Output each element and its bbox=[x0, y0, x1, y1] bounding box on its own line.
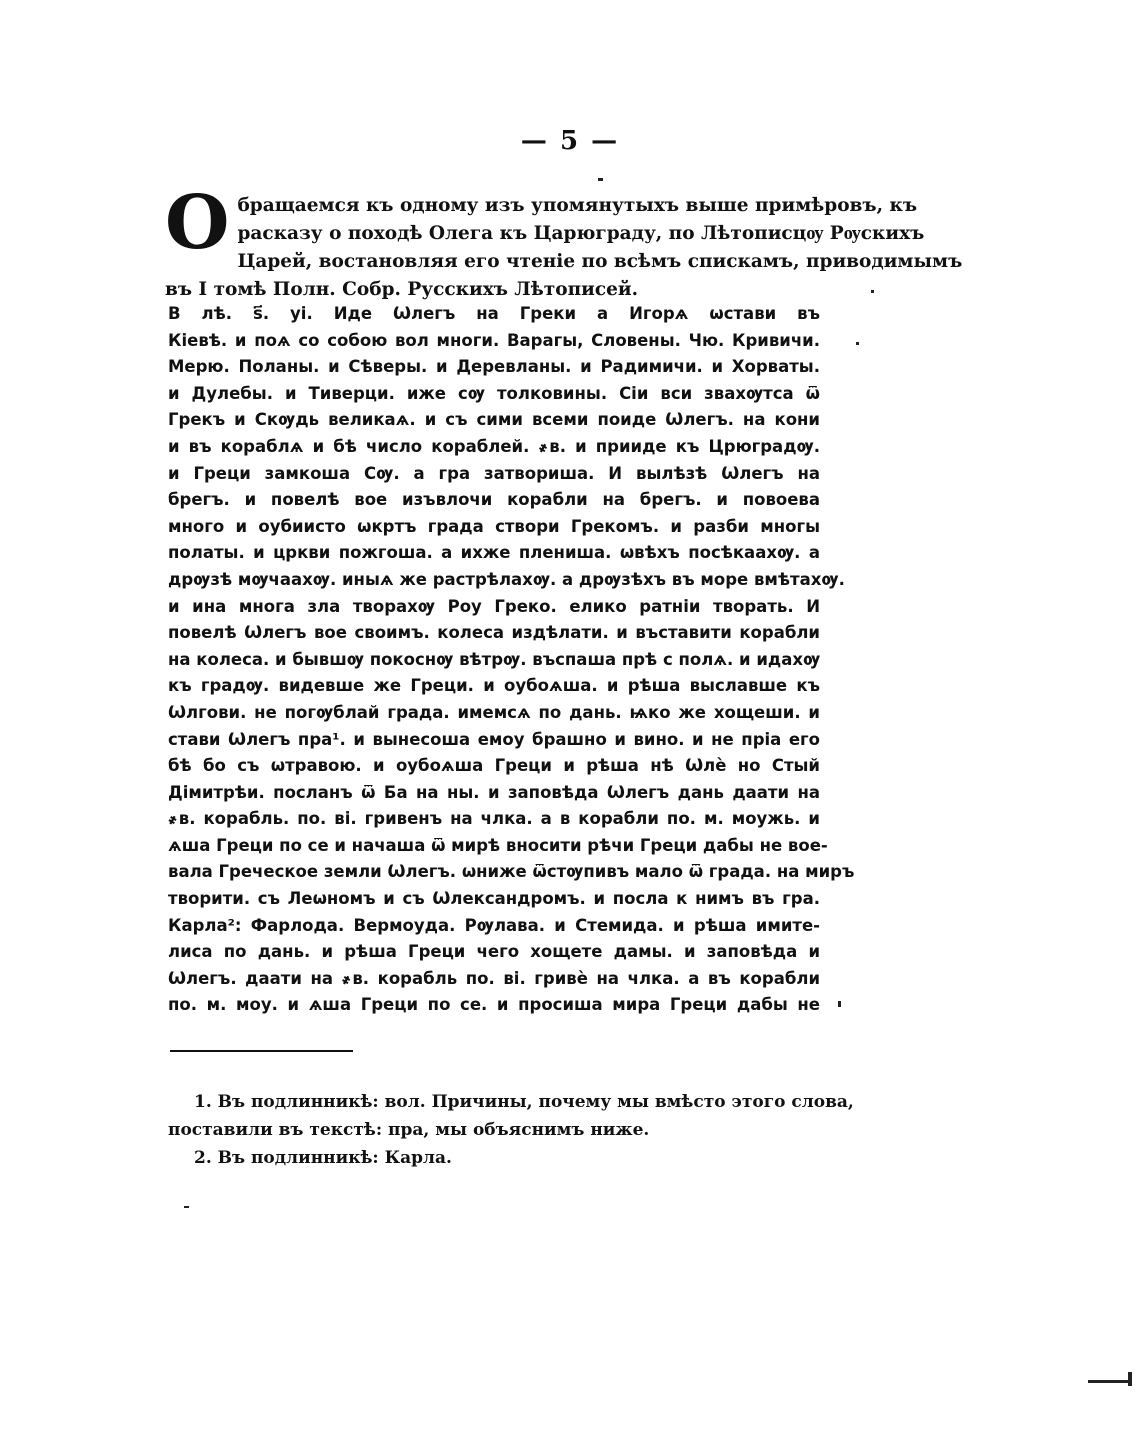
scan-speck bbox=[871, 290, 874, 293]
chronicle-line: и Дулебы. и Тиверци. иже сѹ толковины. Сіи вси звахѹтса ѿ bbox=[168, 383, 820, 403]
scan-speck bbox=[838, 1001, 841, 1007]
footnote-separator bbox=[170, 1050, 353, 1052]
intro-line: бращаемся къ одному изъ упомянутыхъ выше примѣровъ, къ bbox=[237, 195, 918, 216]
chronicle-line: много и оубиисто ѡкртъ града створи Грекомъ. и разби многы bbox=[168, 516, 820, 536]
scan-speck bbox=[184, 1206, 189, 1208]
chronicle-line: по. м. моу. и ѧша Греци по се. и просиша мира Греци дабы не bbox=[168, 995, 820, 1015]
footnotes bbox=[168, 1088, 854, 1172]
chronicle-line: Дімитрѣи. посланъ ѿ Ба на ны. и заповѣда Ѡлегъ дань даати на bbox=[168, 782, 820, 802]
chronicle-line: В лѣ. ѕ҃. уі. Иде Ѡлегъ на Греки а Игорѧ ѡстави въ bbox=[168, 304, 820, 323]
chronicle-line: брегъ. и повелѣ вое изъвлочи корабли на брегъ. и повоева bbox=[168, 490, 820, 510]
chronicle-line: и ина многа зла творахѹ Роу Греко. елико ратніи творать. И bbox=[168, 596, 820, 616]
chronicle-line: и въ кораблѧ и бѣ число кораблей. ҂в. и прииде къ Црюградѹ. bbox=[168, 436, 820, 456]
chronicle-line: творити. съ Леѡномъ и съ Ѡлександромъ. и посла к нимъ въ гра. bbox=[168, 889, 820, 909]
chronicle-line: Кіевѣ. и поѧ со собою вол многи. Варагы, Словены. Чю. Кривичи. bbox=[168, 330, 820, 350]
chronicle-line: къ градѹ. видевше же Греци. и оубоѧша. и рѣша выславше къ bbox=[168, 676, 820, 696]
scan-edge-mark bbox=[1088, 1380, 1130, 1383]
intro-line: въ I томѣ Полн. Собр. Русскихъ Лѣтописей. bbox=[165, 279, 639, 300]
intro-line: Царей, востановляя его чтеніе по всѣмъ спискамъ, приводимымъ bbox=[237, 251, 963, 272]
scan-speck bbox=[856, 342, 859, 345]
footnote-2: 2. Въ подлинникѣ: Карла. bbox=[194, 1148, 452, 1168]
intro-line: расказу о походѣ Олега къ Царюграду, по Лѣтописцѹ Рѹскихъ bbox=[237, 223, 925, 244]
footnote-1-continuation: поставили въ текстѣ: пра, мы объяснимъ ниже. bbox=[168, 1120, 650, 1140]
scan-speck bbox=[598, 178, 603, 181]
page-number: — 5 — bbox=[520, 126, 620, 156]
chronicle-line: Мерю. Поланы. и Сѣверы. и Деревланы. и Радимичи. и Хорваты. bbox=[168, 357, 820, 377]
chronicle-line: дрѹзѣ мѹчаахѹ. иныѧ же растрѣлахѹ. а дрѹзѣхъ въ море вмѣтахѹ. bbox=[168, 569, 845, 589]
chronicle-line: Ѡлегъ. даати на ҂в. корабль по. ві. гривѐ на члка. а въ корабли bbox=[168, 968, 820, 988]
chronicle-line: и Греци замкоша Сѹ. а гра затвориша. И вылѣзѣ Ѡлегъ на bbox=[168, 463, 820, 483]
chronicle-line: повелѣ Ѡлегъ вое своимъ. колеса издѣлати. и въставити корабли bbox=[168, 623, 820, 643]
chronicle-text bbox=[168, 301, 855, 1019]
chronicle-line: полаты. и цркви пожгоша. а ихже плениша. ѡвѣхъ посѣкаахѹ. а bbox=[168, 543, 820, 563]
footnote-1: 1. Въ подлинникѣ: вол. Причины, почему мы вмѣсто этого слова, bbox=[194, 1092, 854, 1112]
drop-cap: О bbox=[165, 180, 230, 266]
chronicle-line: лиса по дань. и рѣша Греци чего хощете дамы. и заповѣда и bbox=[168, 942, 820, 962]
intro-paragraph bbox=[165, 180, 963, 304]
chronicle-line: Ѡлгови. не погѹблай града. имемсѧ по дань. ѩко же хощеши. и bbox=[168, 702, 820, 722]
chronicle-line: бѣ бо съ ѡтравою. и оубоѧша Греци и рѣша нѣ Ѡлѐ но Стый bbox=[168, 756, 820, 776]
chronicle-line: вала Греческое земли Ѡлегъ. ѡниже ѿстѹпивъ мало ѿ града. на миръ bbox=[168, 862, 855, 882]
scan-edge-tick bbox=[1128, 1372, 1132, 1386]
chronicle-line: стави Ѡлегъ пра¹. и вынесоша емоу брашно и вино. и не пріа его bbox=[168, 729, 820, 749]
chronicle-line: ҂в. корабль. по. ві. гривенъ на члка. а в корабли по. м. моужь. и bbox=[168, 809, 820, 829]
chronicle-line: ѧша Греци по се и начаша ѿ мирѣ вносити рѣчи Греци дабы не вое- bbox=[168, 835, 828, 855]
chronicle-line: Грекъ и Скѹдь великаѧ. и съ сими всеми поиде Ѡлегъ. на кони bbox=[168, 410, 820, 430]
chronicle-line: Карла²: Фарлода. Вермоуда. Рѹлава. и Стемида. и рѣша имите- bbox=[168, 915, 820, 935]
chronicle-line: на колеса. и бывшѹ покоснѹ вѣтрѹ. въспаша прѣ с полѧ. и идахѹ bbox=[168, 649, 821, 669]
